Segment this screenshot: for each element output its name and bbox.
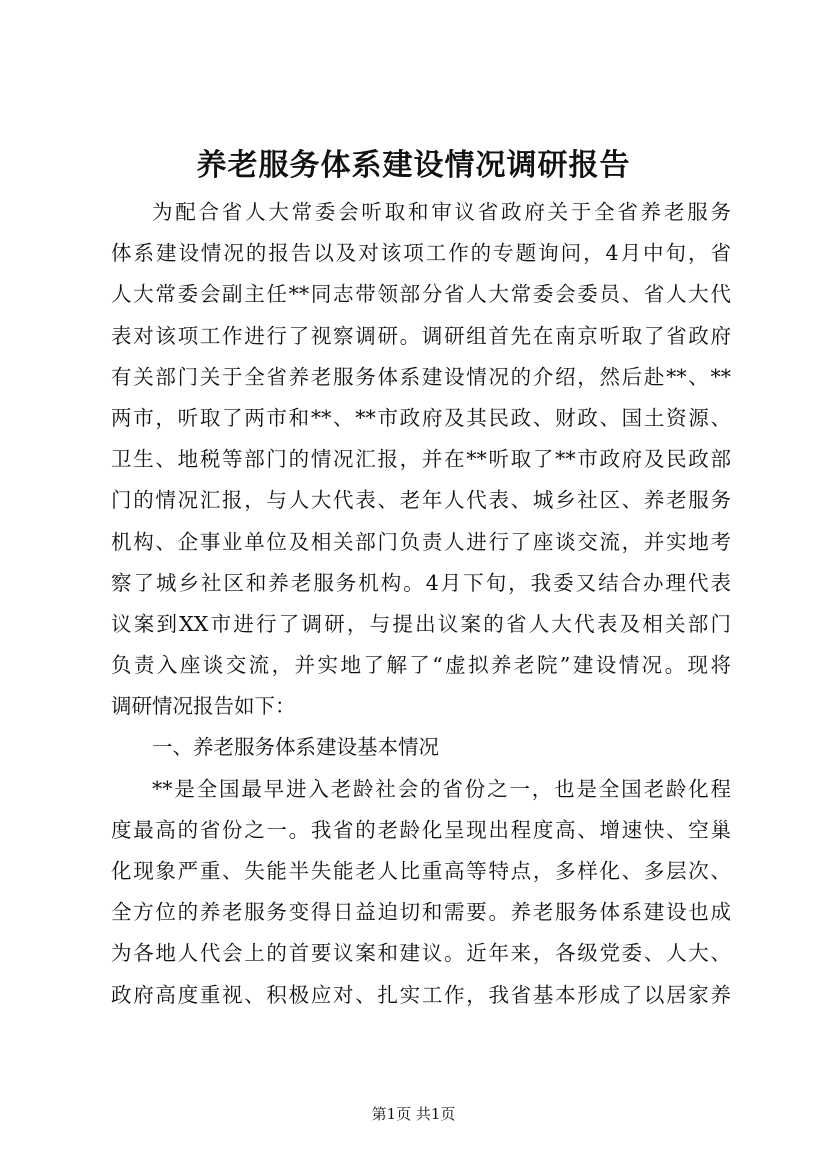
- paragraph-line: 体系建设情况的报告以及对该项工作的专题询问，4月中旬，省: [111, 241, 731, 266]
- paragraph-line: 化现象严重、失能半失能老人比重高等特点，多样化、多层次、: [111, 859, 731, 883]
- paragraph-line: 机构、企事业单位及相关部门负责人进行了座谈交流，并实地考: [111, 529, 731, 554]
- document-body: [111, 192, 731, 1016]
- paragraph-line: 卫生、地税等部门的情况汇报，并在**听取了**市政府及民政部: [111, 447, 731, 472]
- paragraph-line: **是全国最早进入老龄社会的省份之一，也是全国老龄化程: [152, 776, 731, 801]
- paragraph-line: 为各地人代会上的首要议案和建议。近年来，各级党委、人大、: [111, 941, 731, 966]
- paragraph-line: 全方位的养老服务变得日益迫切和需要。养老服务体系建设也成: [111, 900, 731, 925]
- paragraph-line: 度最高的省份之一。我省的老龄化呈现出程度高、增速快、空巢: [111, 817, 731, 842]
- page-footer: 第1页 共1页: [371, 1105, 456, 1123]
- paragraph-line: 调研情况报告如下：: [111, 694, 296, 719]
- paragraph-line: 察了城乡社区和养老服务机构。4月下旬，我委又结合办理代表: [111, 570, 731, 595]
- section-heading: 一、养老服务体系建设基本情况: [152, 735, 439, 760]
- paragraph-line: 为配合省人大常委会听取和审议省政府关于全省养老服务: [152, 200, 731, 224]
- paragraph-line: 门的情况汇报，与人大代表、老年人代表、城乡社区、养老服务: [111, 488, 731, 513]
- paragraph-line: 两市，听取了两市和**、**市政府及其民政、财政、国土资源、: [111, 405, 731, 430]
- paragraph-line: 政府高度重视、积极应对、扎实工作，我省基本形成了以居家养: [111, 982, 731, 1007]
- paragraph-line: 人大常委会副主任**同志带领部分省人大常委会委员、省人大代: [111, 282, 731, 307]
- paragraph-line: 议案到XX市进行了调研，与提出议案的省人大代表及相关部门: [111, 611, 731, 636]
- paragraph-line: 有关部门关于全省养老服务体系建设情况的介绍，然后赴**、**: [111, 364, 731, 389]
- document-title: 养老服务体系建设情况调研报告: [196, 148, 631, 183]
- paragraph-line: 负责入座谈交流，并实地了解了“虚拟养老院”建设情况。现将: [111, 653, 731, 678]
- paragraph-line: 表对该项工作进行了视察调研。调研组首先在南京听取了省政府: [111, 323, 731, 348]
